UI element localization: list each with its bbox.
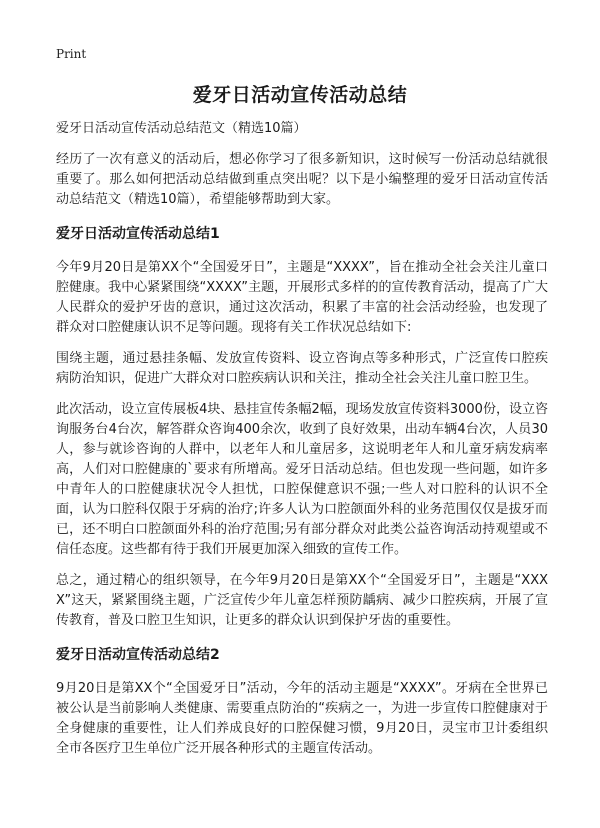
section-heading: 爱牙日活动宣传活动总结1 — [56, 226, 220, 242]
print-link[interactable]: Print — [56, 47, 87, 61]
section-paragraph: 此次活动，设立宣传展板4块、悬挂宣传条幅2幅，现场发放宣传资料3000份，设立咨询服务台4台次，解答群众咨询400余次，收到了良好效果，出动车辆4台次，人员30人，参与就诊咨询的人群中，以老年人和儿童居多，这说明老年人和儿童牙病发病率高，人们对口腔健康的`要求有所增高。爱牙日活动总结。但也发现一些问题，如许多中青年人的口腔健康状况令人担忧，口腔保健意识不强;一些人对口腔科的认识不全面，认为口腔科仅限于牙病的治疗;许多人认为口腔颌面外科的业务范围仅仅是拔牙而已，还不明白口腔颌面外科的治疗范围;另有部分群众对此类公益咨询活动持观望或不信任态度。这些都有待于我们开展更加深入细致的宣传工作。 — [56, 402, 548, 557]
document-subtitle: 爱牙日活动宣传活动总结范文（精选10篇） — [56, 121, 307, 136]
section-paragraph: 9月20日是第XX个“全国爱牙日”活动，今年的活动主题是“XXXX”。牙病在全世界已被公认是当前影响人类健康、需要重点防治的“疾病之一，为进一步宣传口腔健康对于全身健康的重要性，让人们养成良好的口腔保健习惯，9月20日，灵宝市卫计委组织全市各医疗卫生单位广泛开展各种形式的主题宣传活动。 — [56, 681, 548, 756]
section-paragraph: 总之，通过精心的组织领导，在今年9月20日是第XX个“全国爱牙日”，主题是“XXXX”这天，紧紧围绕主题，广泛宣传少年儿童怎样预防龋病、减少口腔疾病，开展了宣传教育，普及口腔卫生知识，让更多的群众认识到保护牙齿的重要性。 — [56, 573, 548, 628]
section-heading: 爱牙日活动宣传活动总结2 — [56, 647, 220, 663]
section-paragraph: 围绕主题，通过悬挂条幅、发放宣传资料、设立咨询点等多种形式，广泛宣传口腔疾病防治知识，促进广大群众对口腔疾病认识和关注，推动全社会关注儿童口腔卫生。 — [56, 351, 548, 386]
intro-paragraph: 经历了一次有意义的活动后，想必你学习了很多新知识，这时候写一份活动总结就很重要了。那么如何把活动总结做到重点突出呢？以下是小编整理的爱牙日活动宣传活动总结范文（精选10篇），希望能够帮助到大家。 — [56, 152, 548, 207]
section-paragraph: 今年9月20日是第XX个“全国爱牙日”，主题是“XXXX”，旨在推动全社会关注儿童口腔健康。我中心紧紧围绕“XXXX”主题，开展形式多样的的宣传教育活动，提高了广大人民群众的爱护牙齿的意识，通过这次活动，积累了丰富的社会活动经验，也发现了群众对口腔健康认识不足等问题。现将有关工作状况总结如下: — [56, 260, 548, 335]
document-body — [56, 119, 548, 770]
page-title: 爱牙日活动宣传活动总结 — [192, 84, 408, 106]
